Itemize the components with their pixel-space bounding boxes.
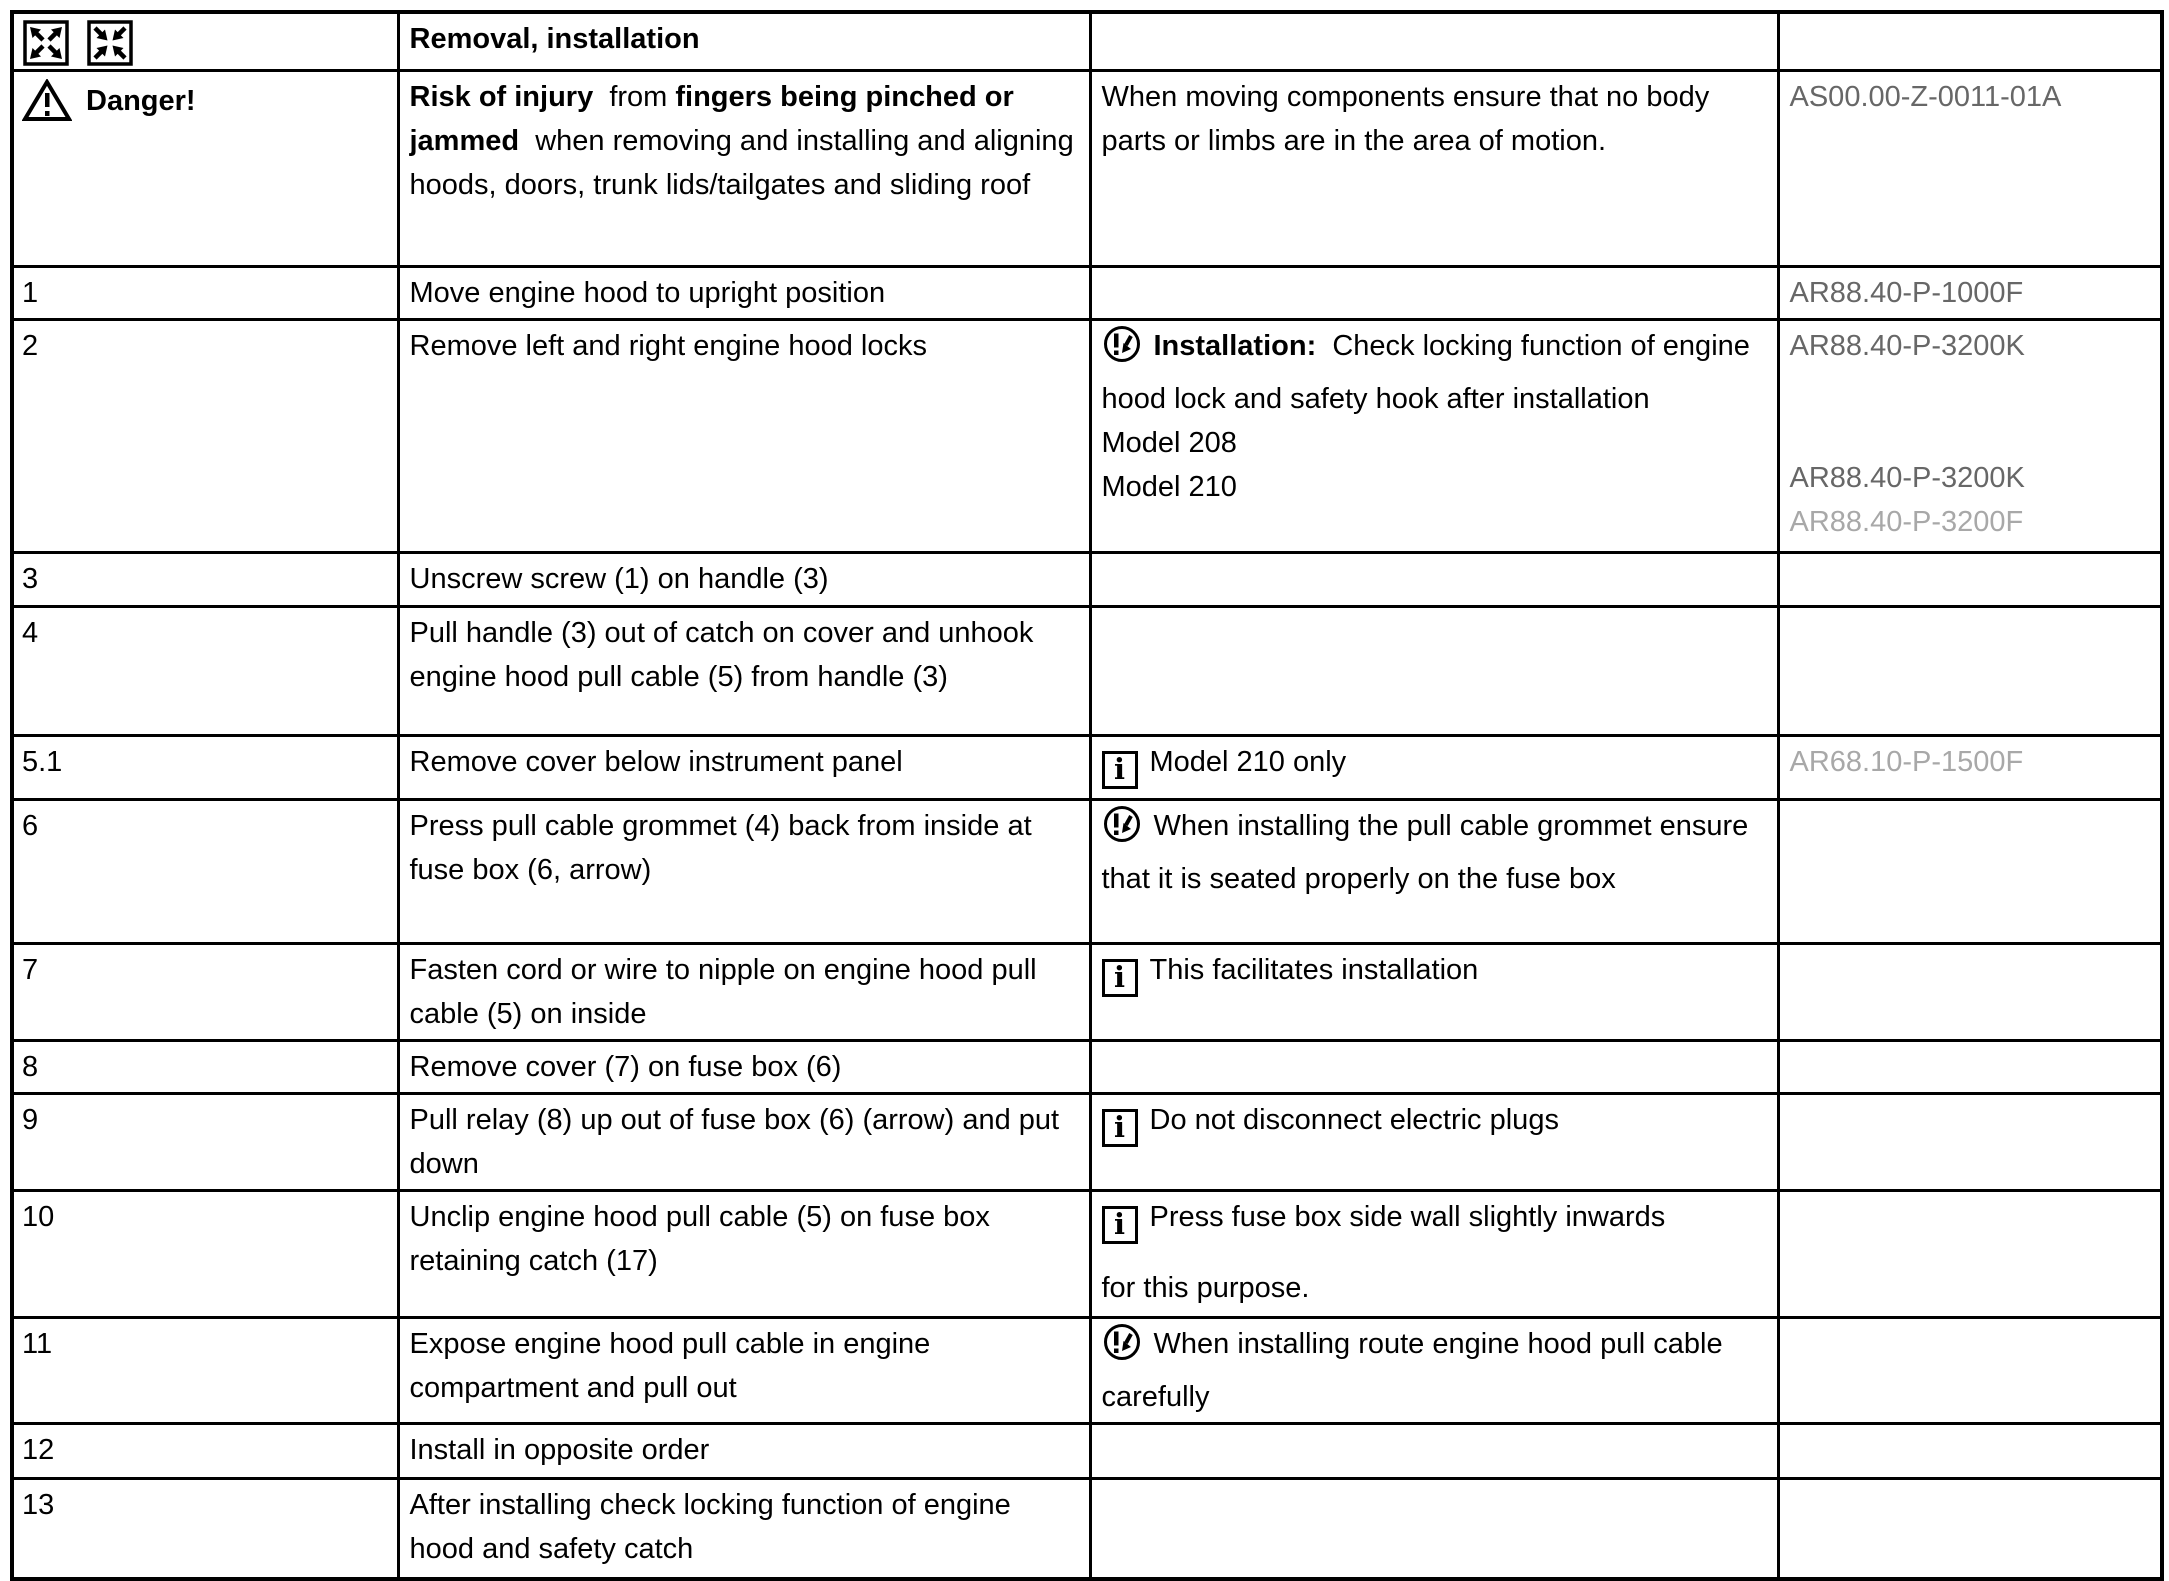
danger-note-cell [1090,71,1778,267]
code-spacer [1790,368,2151,412]
danger-text-cell [398,71,1090,267]
step-number: 3 [22,563,39,595]
procedure-table [10,10,2164,1581]
icon-bar [22,17,387,66]
danger-label-cell [12,71,398,267]
note-cell [1090,553,1778,607]
note-text: When installing the pull cable grommet ensure that it is seated properly on the fuse box [1101,810,1749,895]
note-text: Do not disconnect electric plugs [1149,1104,1559,1136]
instruction-text: Remove cover (7) on fuse box (6) [409,1051,842,1083]
code-cell [1778,607,2162,736]
instruction-cell [398,1318,1090,1424]
instruction-cell [398,800,1090,944]
document-code: AR68.10-P-1500F [1789,746,2024,778]
header-row [12,12,2162,71]
instruction-text: Remove left and right engine hood locks [409,330,927,362]
instruction-text: Install in opposite order [409,1434,710,1466]
step-row [12,607,2162,736]
step-number: 10 [22,1201,55,1233]
step-number: 4 [22,617,39,649]
step-row [12,1424,2162,1479]
code-cell [1778,1479,2162,1579]
instruction-text: Remove cover below instrument panel [409,746,903,778]
instruction-cell [398,553,1090,607]
note-cell [1090,1479,1778,1579]
step-number: 9 [22,1104,39,1136]
step-number-cell [12,1479,398,1579]
note-text: Check locking function of engine hood lock and safety hook after installation [1101,330,1750,415]
table-title-cell [398,12,1090,71]
instruction-text: Move engine hood to upright position [409,277,886,309]
document-code: AS00.00-Z-0011-01A [1789,81,2062,113]
instruction-cell [398,1479,1090,1579]
instruction-text: Unclip engine hood pull cable (5) on fuse box retaining catch (17) [409,1201,990,1277]
instruction-cell [398,944,1090,1041]
step-row [12,1191,2162,1318]
step-number-cell [12,1424,398,1479]
code-cell [1778,553,2162,607]
step-number: 12 [22,1434,55,1466]
code-cell [1778,944,2162,1041]
code-cell [1778,1041,2162,1094]
note-cell [1090,320,1778,553]
code-cell [1778,1191,2162,1318]
note-text: Press fuse box side wall slightly inwards [1149,1201,1666,1233]
danger-text-bold: Risk of injury [409,81,594,113]
step-row [12,736,2162,800]
instruction-text: Expose engine hood pull cable in engine compartment and pull out [409,1328,931,1404]
note-text: This facilitates installation [1149,954,1479,986]
instruction-cell [398,607,1090,736]
note-cell [1090,1318,1778,1424]
instruction-text: Unscrew screw (1) on handle (3) [409,563,829,595]
code-cell [1778,1318,2162,1424]
installation-note-icon [1102,324,1142,377]
document-code: AR88.40-P-3200F [1789,506,2024,538]
note-line: for this purpose. [1101,1272,1310,1304]
instruction-text: Press pull cable grommet (4) back from inside at fuse box (6, arrow) [409,810,1032,886]
code-spacer [1790,412,2151,456]
expand-icon[interactable] [22,20,70,66]
instruction-cell [398,736,1090,800]
step-number: 8 [22,1051,39,1083]
info-icon: i [1102,751,1138,789]
step-row [12,800,2162,944]
danger-row [12,71,2162,267]
step-number-cell [12,607,398,736]
table-title: Removal, installation [409,23,700,55]
step-number: 1 [22,277,39,309]
info-icon: i [1102,1109,1138,1147]
danger-label: Danger! [86,85,196,117]
installation-note-icon [1102,1322,1142,1375]
step-number: 11 [22,1328,53,1360]
step-number-cell [12,944,398,1041]
warning-triangle-icon [22,79,72,123]
step-row [12,320,2162,553]
note-line: Model 208 [1101,427,1237,459]
step-number-cell [12,267,398,320]
info-icon: i [1102,959,1138,997]
step-number-cell [12,1191,398,1318]
document-code: AR88.40-P-1000F [1789,277,2024,309]
step-number: 5.1 [22,746,63,778]
note-cell [1090,1094,1778,1191]
collapse-icon[interactable] [86,20,134,66]
note-cell [1090,944,1778,1041]
step-number-cell [12,1094,398,1191]
note-cell [1090,607,1778,736]
instruction-text: After installing check locking function of engine hood and safety catch [409,1489,1011,1565]
step-number-cell [12,320,398,553]
note-cell [1090,267,1778,320]
document-code: AR88.40-P-3200K [1789,330,2025,362]
step-number: 7 [22,954,39,986]
instruction-text: Pull relay (8) up out of fuse box (6) (arrow) and put down [409,1104,1060,1180]
instruction-cell [398,267,1090,320]
instruction-cell [398,1041,1090,1094]
window-buttons-cell [12,12,398,71]
note-text: When installing route engine hood pull cable carefully [1101,1328,1723,1413]
note-text: Model 210 only [1149,746,1347,778]
step-row [12,553,2162,607]
step-number: 13 [22,1489,55,1521]
code-cell [1778,320,2162,553]
step-number-cell [12,1041,398,1094]
empty-cell [1778,12,2162,71]
instruction-cell [398,1424,1090,1479]
instruction-text: Fasten cord or wire to nipple on engine hood pull cable (5) on inside [409,954,1037,1030]
step-number: 6 [22,810,39,842]
instruction-cell [398,1094,1090,1191]
step-number-cell [12,553,398,607]
code-cell [1778,800,2162,944]
danger-text: from [593,81,676,113]
step-row [12,1094,2162,1191]
installation-note-icon [1102,804,1142,857]
note-cell [1090,736,1778,800]
step-row [12,1318,2162,1424]
step-number: 2 [22,330,39,362]
step-number-cell [12,736,398,800]
danger-note-text: When moving components ensure that no body parts or limbs are in the area of motion. [1101,81,1710,157]
empty-cell [1090,12,1778,71]
code-cell [1778,736,2162,800]
step-number-cell [12,1318,398,1424]
note-cell [1090,800,1778,944]
danger-text-bold: fingers being pinched or jammed [409,81,1014,157]
step-row [12,267,2162,320]
instruction-text: Pull handle (3) out of catch on cover and unhook engine hood pull cable (5) from handle (3) [409,617,1034,693]
step-row [12,1479,2162,1579]
document-code: AR88.40-P-3200K [1789,462,2025,494]
note-bold: Installation: [1153,330,1317,362]
note-cell [1090,1424,1778,1479]
step-row [12,944,2162,1041]
instruction-cell [398,1191,1090,1318]
instruction-cell [398,320,1090,553]
note-cell [1090,1041,1778,1094]
code-cell [1778,267,2162,320]
step-number-cell [12,800,398,944]
note-cell [1090,1191,1778,1318]
code-cell [1778,71,2162,267]
note-line: Model 210 [1101,471,1237,503]
code-cell [1778,1094,2162,1191]
danger-text: when removing and installing and aligning hoods, doors, trunk lids/tailgates and sliding roof [409,125,1074,201]
step-row [12,1041,2162,1094]
info-icon: i [1102,1206,1138,1244]
code-cell [1778,1424,2162,1479]
